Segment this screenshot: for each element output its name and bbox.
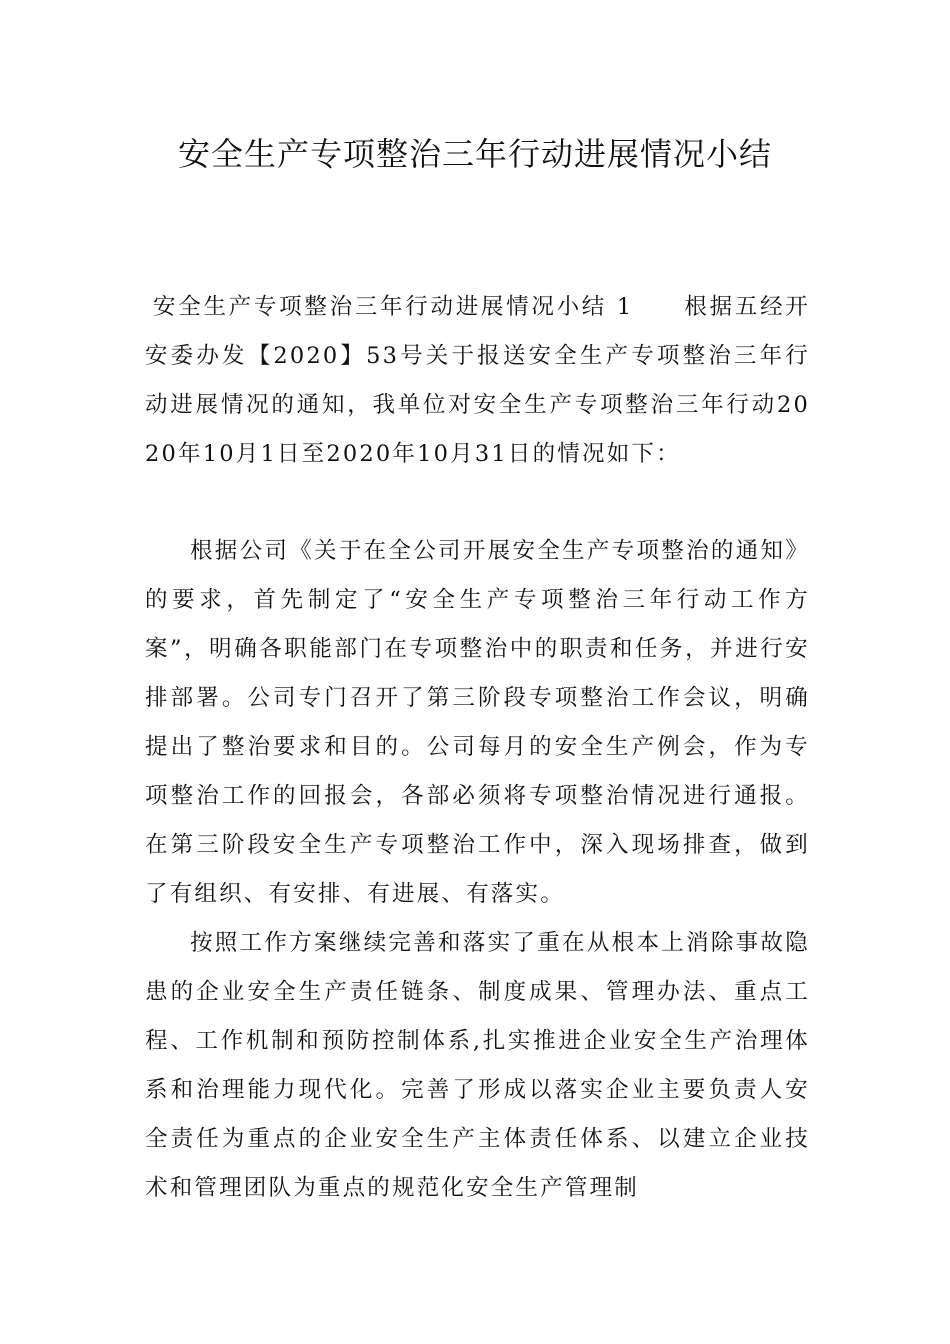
paragraph-body-1: 根据公司《关于在全公司开展安全生产专项整治的通知》的要求，首先制定了“安全生产专项整治三年行动工作方案”，明确各职能部门在专项整治中的职责和任务，并进行安排部署。公司专门召开了第三阶段专项整治工作会议，明确提出了整治要求和目的。公司每月的安全生产例会，作为专项整治工作的回报会，各部必须将专项整治情况进行通报。在第三阶段安全生产专项整治工作中，深入现场排查，做到了有组织、有安排、有进展、有落实。 <box>145 538 810 907</box>
paragraph-body-2: 按照工作方案继续完善和落实了重在从根本上消除事故隐患的企业安全生产责任链条、制度成果、管理办法、重点工程、工作机制和预防控制体系,扎实推进企业安全生产治理体系和治理能力现代化。完善了形成以落实企业主要负责人安全责任为重点的企业安全生产主体责任体系、以建立企业技术和管理团队为重点的规范化安全生产管理制 <box>145 930 810 1201</box>
document-title: 安全生产专项整治三年行动进展情况小结 <box>177 135 772 173</box>
paragraph-intro: 安全生产专项整治三年行动进展情况小结 1 根据五经开安委办发【2020】53号关于报送安全生产专项整治三年行动进展情况的通知，我单位对安全生产专项整治三年行动2020年10月1日至2020年10月31日的情况如下： <box>145 294 810 467</box>
